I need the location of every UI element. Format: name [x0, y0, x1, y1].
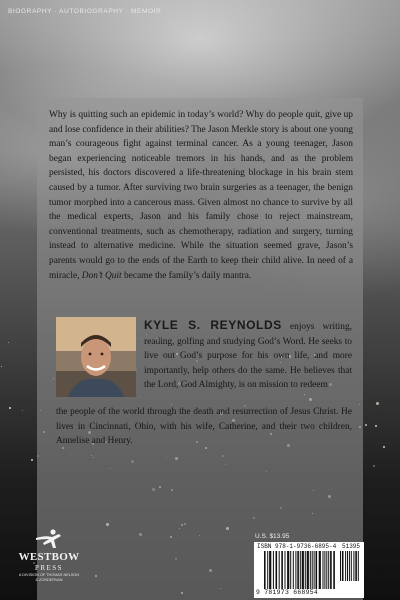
- author-name: KYLE S. REYNOLDS: [144, 318, 282, 332]
- barcode-main-icon: [264, 551, 336, 589]
- star: [376, 402, 379, 405]
- blurb-book-title: Don’t Quit: [81, 270, 122, 281]
- barcode-addon-icon: [340, 551, 360, 589]
- publisher-division: [14, 573, 84, 583]
- isbn-barcode: [254, 542, 364, 598]
- publisher-name: WESTBOW: [18, 551, 80, 563]
- isbn-text: ISBN 978-1-9736-6895-4: [257, 543, 337, 550]
- price-label: U.S. $13.95: [255, 533, 290, 540]
- star: [375, 425, 377, 427]
- book-blurb: [49, 108, 353, 283]
- star: [373, 465, 375, 467]
- star: [31, 459, 33, 461]
- publisher-logo: [14, 528, 84, 596]
- star: [365, 424, 367, 426]
- runner-logo-icon: [32, 528, 66, 550]
- publisher-division-line-1: A DIVISION OF THOMAS NELSON: [18, 573, 80, 577]
- star: [383, 446, 385, 448]
- star: [9, 407, 11, 409]
- author-bio-text: enjoys writing, reading, golfing and studying God’s Word. He seeks to live out God’s purpose for his own life, and more importantly, help others do the same. He believes that the Lord, God Almighty, is on mission to redeem: [144, 322, 352, 391]
- blurb-text: Why is quitting such an epidemic in today’s world? Why do people quit, give up and lose confidence in their abilities? The Jason Merkle story is about one young man’s courageous fight against terminal cancer. As a young teenager, Jason began experiencing noticeable tremors in his hands, and as the problem persisted, his doctors discovered a life-threatening blockage in his brain stem caused by a tumor. After surviving two brain surgeries as a teenager, the benign tumor morphed into a cancerous mass. Given almost no chance to survive by all the medical experts, Jason and his family chose to reject mainstream, conventional treatments, such as chemotherapy, radiation and surgery, turning instead to alternative medicine. While the situation seemed grave, Jason’s parents would go to the ends of the Earth to keep their child alive. In need of a miracle,: [49, 110, 353, 281]
- author-portrait-icon: [56, 317, 136, 397]
- blurb-text-end: became the family’s daily mantra.: [123, 270, 252, 281]
- star: [22, 410, 23, 411]
- star: [1, 366, 2, 367]
- star: [8, 342, 9, 343]
- author-bio-continued: the people of the world through the death and resurrection of Jesus Christ. He lives in Cincinnati, Ohio, with his wife, Catherine, and their two children, Annelise and Henry.: [56, 407, 352, 447]
- barcode-number: 9 781973 668954: [256, 589, 319, 596]
- publisher-division-line-2: & ZONDERVAN: [35, 578, 63, 582]
- publisher-press: PRESS: [34, 564, 64, 572]
- genre-label: BIOGRAPHY · AUTOBIOGRAPHY · MEMOIR: [8, 8, 162, 15]
- barcode-addon-number: 51395: [342, 543, 361, 550]
- author-photo: [56, 317, 136, 397]
- author-bio-intro: [144, 318, 352, 393]
